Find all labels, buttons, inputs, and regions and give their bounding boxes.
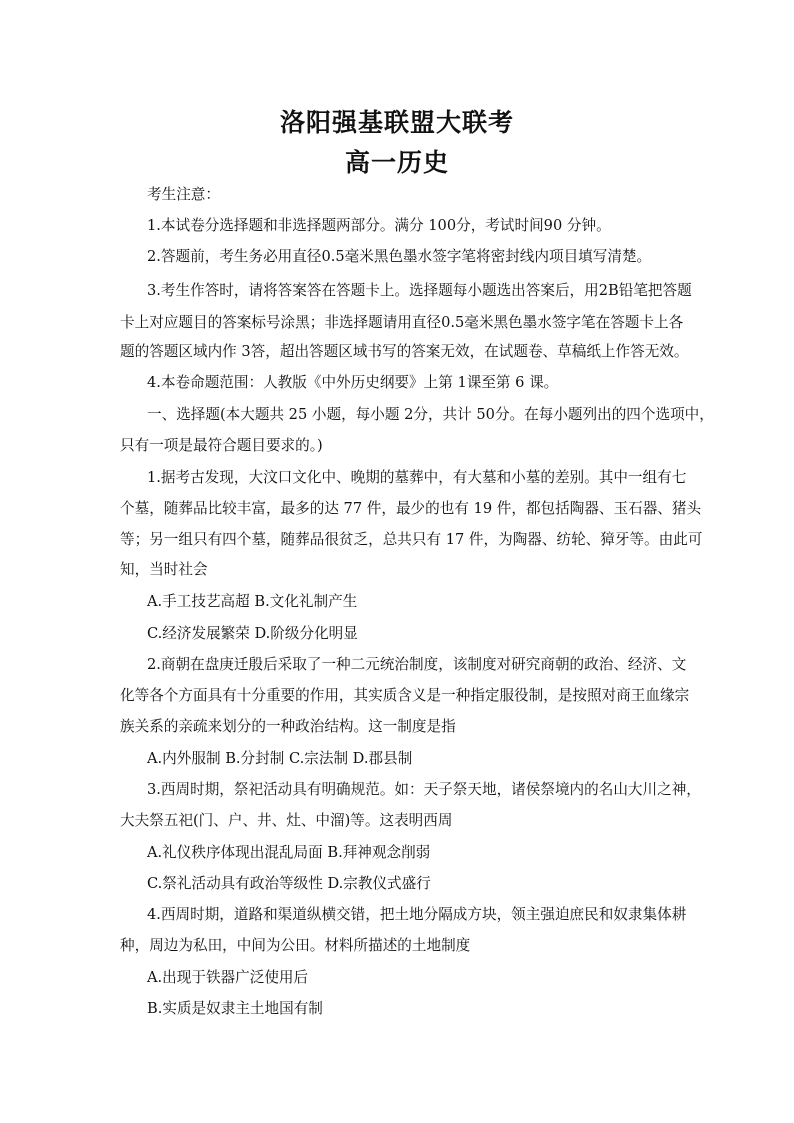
question-text: 4.西周时期，道路和渠道纵横交错，把土地分隔成方块，领主强迫庶民和奴隶集体耕 [147,906,687,923]
section-heading: 一、选择题(本大题共 25 小题，每小题 2分，共计 50分。在每小题列出的四个选项中， [147,406,714,423]
notice-item: 4.本卷命题范围：人教版《中外历史纲要》上第 1课至第 6 课。 [147,374,559,391]
question-text: 大夫祭五祀(门、户、井、灶、中溜)等。这表明西周 [120,812,453,829]
question-text: 等；另一组只有四个墓，随葬品很贫乏，总共只有 17 件，为陶器、纺轮、獐牙等。由此可 [120,531,703,548]
answer-options: C.经济发展繁荣 D.阶级分化明显 [147,625,358,642]
question-text: 种，周边为私田，中间为公田。材料所描述的土地制度 [120,937,471,954]
question-text: 1.据考古发现，大汶口文化中、晚期的墓葬中，有大墓和小墓的差别。其中一组有七 [147,469,687,486]
question-text: 2.商朝在盘庚迁殷后采取了一种二元统治制度，该制度对研究商朝的政治、经济、文 [147,656,687,673]
question-text: 族关系的亲疏来划分的一种政治结构。这一制度是指 [120,718,456,735]
notice-item: 3.考生作答时，请将答案答在答题卡上。选择题每小题选出答案后，用2B铅笔把答题 [147,282,692,299]
section-heading-cont: 只有一项是最符合题目要求的。) [120,437,323,454]
notice-item: 1.本试卷分选择题和非选择题两部分。满分 100分，考试时间90 分钟。 [147,217,611,234]
question-text: 知，当时社会 [120,561,208,578]
notice-heading: 考生注意： [147,186,220,203]
exam-title: 洛阳强基联盟大联考 [279,108,514,137]
answer-option: A.出现于铁器广泛使用后 [147,969,309,986]
answer-option: B.实质是奴隶主土地国有制 [147,1000,323,1017]
answer-options: C.祭礼活动具有政治等级性 D.宗教仪式盛行 [147,875,431,892]
notice-item-cont: 题的答题区域内作 3答，超出答题区域书写的答案无效，在试题卷、草稿纸上作答无效。 [120,343,689,360]
notice-item-cont: 卡上对应题目的答案标号涂黑；非选择题请用直径0.5毫米黑色墨水签字笔在答题卡上各 [120,314,684,331]
question-text: 3.西周时期，祭祀活动具有明确规范。如：天子祭天地，诸侯祭境内的名山大川之神， [147,781,701,798]
exam-subject: 高一历史 [344,148,449,177]
answer-options: A.礼仪秩序体现出混乱局面 B.拜神观念削弱 [147,844,431,861]
answer-options: A.手工技艺高超 B.文化礼制产生 [147,593,358,610]
answer-options: A.内外服制 B.分封制 C.宗法制 D.郡县制 [147,750,413,767]
notice-item: 2.答题前，考生务必用直径0.5毫米黑色墨水签字笔将密封线内项目填写清楚。 [147,248,652,265]
question-text: 化等各个方面具有十分重要的作用，其实质含义是一种指定服役制，是按照对商王血缘宗 [120,687,690,704]
question-text: 个墓，随葬品比较丰富，最多的达 77 件，最少的也有 19 件，都包括陶器、玉石器、猪头 [120,500,702,517]
